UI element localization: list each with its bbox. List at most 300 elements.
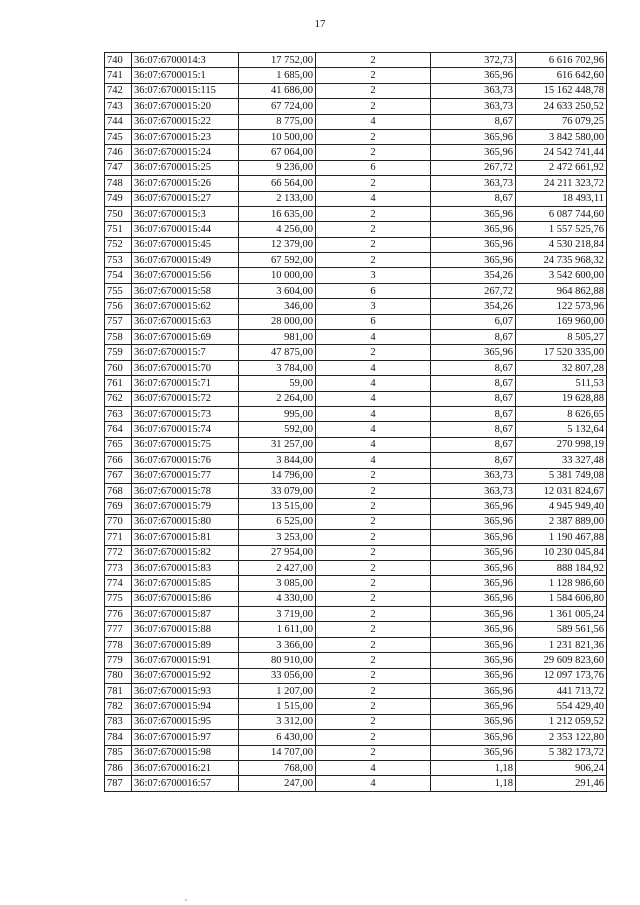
cadastral-number-cell: 36:07:6700015:91 <box>132 653 239 668</box>
specific-value-cell: 8,67 <box>431 422 516 437</box>
group-cell: 2 <box>316 483 431 498</box>
row-number-cell: 754 <box>105 268 132 283</box>
area-cell: 17 752,00 <box>239 53 316 68</box>
table-row <box>105 99 607 114</box>
group-cell: 2 <box>316 699 431 714</box>
row-number-cell: 756 <box>105 299 132 314</box>
cadastral-number-cell: 36:07:6700015:85 <box>132 576 239 591</box>
cadastral-number-cell: 36:07:6700016:21 <box>132 760 239 775</box>
cadastral-number-cell: 36:07:6700015:25 <box>132 160 239 175</box>
cadastral-value-cell: 24 542 741,44 <box>516 145 607 160</box>
table-row <box>105 406 607 421</box>
group-cell: 4 <box>316 453 431 468</box>
group-cell: 2 <box>316 99 431 114</box>
cadastral-value-cell: 5 381 749,08 <box>516 468 607 483</box>
cadastral-number-cell: 36:07:6700015:86 <box>132 591 239 606</box>
group-cell: 2 <box>316 176 431 191</box>
cadastral-value-cell: 888 184,92 <box>516 560 607 575</box>
group-cell: 2 <box>316 514 431 529</box>
row-number-cell: 769 <box>105 499 132 514</box>
group-cell: 2 <box>316 653 431 668</box>
group-cell: 6 <box>316 283 431 298</box>
row-number-cell: 776 <box>105 607 132 622</box>
cadastral-value-cell: 18 493,11 <box>516 191 607 206</box>
page-number: 17 <box>314 18 326 30</box>
specific-value-cell: 365,96 <box>431 699 516 714</box>
area-cell: 10 000,00 <box>239 268 316 283</box>
specific-value-cell: 365,96 <box>431 653 516 668</box>
table-row <box>105 760 607 775</box>
row-number-cell: 760 <box>105 360 132 375</box>
cadastral-number-cell: 36:07:6700015:3 <box>132 206 239 221</box>
table-row <box>105 268 607 283</box>
row-number-cell: 761 <box>105 376 132 391</box>
cadastral-number-cell: 36:07:6700015:97 <box>132 730 239 745</box>
group-cell: 2 <box>316 745 431 760</box>
cadastral-number-cell: 36:07:6700015:24 <box>132 145 239 160</box>
specific-value-cell: 363,73 <box>431 176 516 191</box>
cadastral-value-cell: 24 735 968,32 <box>516 253 607 268</box>
specific-value-cell: 363,73 <box>431 483 516 498</box>
group-cell: 2 <box>316 145 431 160</box>
cadastral-value-cell: 3 542 600,00 <box>516 268 607 283</box>
cadastral-number-cell: 36:07:6700015:20 <box>132 99 239 114</box>
row-number-cell: 778 <box>105 637 132 652</box>
table-row <box>105 129 607 144</box>
cadastral-value-cell: 12 031 824,67 <box>516 483 607 498</box>
table-row <box>105 530 607 545</box>
specific-value-cell: 365,96 <box>431 253 516 268</box>
row-number-cell: 773 <box>105 560 132 575</box>
cadastral-value-cell: 8 505,27 <box>516 330 607 345</box>
table-row <box>105 622 607 637</box>
cadastral-number-cell: 36:07:6700015:81 <box>132 530 239 545</box>
area-cell: 41 686,00 <box>239 83 316 98</box>
cadastral-value-cell: 24 211 323,72 <box>516 176 607 191</box>
cadastral-number-cell: 36:07:6700015:27 <box>132 191 239 206</box>
group-cell: 4 <box>316 437 431 452</box>
row-number-cell: 777 <box>105 622 132 637</box>
group-cell: 4 <box>316 360 431 375</box>
group-cell: 2 <box>316 730 431 745</box>
table-row <box>105 237 607 252</box>
cadastral-value-cell: 6 087 744,60 <box>516 206 607 221</box>
table-row <box>105 560 607 575</box>
table-row <box>105 730 607 745</box>
row-number-cell: 785 <box>105 745 132 760</box>
area-cell: 33 079,00 <box>239 483 316 498</box>
cadastral-number-cell: 36:07:6700015:95 <box>132 714 239 729</box>
specific-value-cell: 354,26 <box>431 268 516 283</box>
area-cell: 67 724,00 <box>239 99 316 114</box>
group-cell: 2 <box>316 668 431 683</box>
group-cell: 3 <box>316 268 431 283</box>
area-cell: 13 515,00 <box>239 499 316 514</box>
cadastral-value-cell: 1 190 467,88 <box>516 530 607 545</box>
cadastral-value-cell: 291,46 <box>516 776 607 791</box>
group-cell: 2 <box>316 622 431 637</box>
row-number-cell: 753 <box>105 253 132 268</box>
cadastral-number-cell: 36:07:6700015:58 <box>132 283 239 298</box>
table-row <box>105 437 607 452</box>
table-row <box>105 422 607 437</box>
specific-value-cell: 365,96 <box>431 607 516 622</box>
cadastral-value-cell: 29 609 823,60 <box>516 653 607 668</box>
area-cell: 3 719,00 <box>239 607 316 622</box>
table-row <box>105 591 607 606</box>
table-row <box>105 114 607 129</box>
cadastral-number-cell: 36:07:6700015:76 <box>132 453 239 468</box>
row-number-cell: 774 <box>105 576 132 591</box>
row-number-cell: 748 <box>105 176 132 191</box>
specific-value-cell: 365,96 <box>431 560 516 575</box>
cadastral-value-cell: 616 642,60 <box>516 68 607 83</box>
row-number-cell: 763 <box>105 406 132 421</box>
group-cell: 6 <box>316 314 431 329</box>
table-row <box>105 283 607 298</box>
area-cell: 66 564,00 <box>239 176 316 191</box>
cadastral-value-cell: 8 626,65 <box>516 406 607 421</box>
specific-value-cell: 365,96 <box>431 622 516 637</box>
specific-value-cell: 363,73 <box>431 83 516 98</box>
table-row <box>105 53 607 68</box>
area-cell: 14 796,00 <box>239 468 316 483</box>
table-row <box>105 668 607 683</box>
cadastral-value-cell: 3 842 580,00 <box>516 129 607 144</box>
area-cell: 10 500,00 <box>239 129 316 144</box>
footer-mark: , <box>185 893 187 902</box>
cadastral-value-cell: 511,53 <box>516 376 607 391</box>
row-number-cell: 758 <box>105 330 132 345</box>
area-cell: 1 515,00 <box>239 699 316 714</box>
specific-value-cell: 365,96 <box>431 145 516 160</box>
group-cell: 2 <box>316 222 431 237</box>
cadastral-value-cell: 12 097 173,76 <box>516 668 607 683</box>
cadastral-value-cell: 4 945 949,40 <box>516 499 607 514</box>
cadastral-number-cell: 36:07:6700015:77 <box>132 468 239 483</box>
cadastral-value-cell: 122 573,96 <box>516 299 607 314</box>
cadastral-number-cell: 36:07:6700015:56 <box>132 268 239 283</box>
cadastral-number-cell: 36:07:6700015:72 <box>132 391 239 406</box>
specific-value-cell: 365,96 <box>431 684 516 699</box>
cadastral-value-cell: 1 128 986,60 <box>516 576 607 591</box>
area-cell: 80 910,00 <box>239 653 316 668</box>
specific-value-cell: 1,18 <box>431 760 516 775</box>
area-cell: 3 784,00 <box>239 360 316 375</box>
table-row <box>105 607 607 622</box>
group-cell: 2 <box>316 560 431 575</box>
row-number-cell: 752 <box>105 237 132 252</box>
area-cell: 2 427,00 <box>239 560 316 575</box>
table-row <box>105 499 607 514</box>
row-number-cell: 786 <box>105 760 132 775</box>
table-row <box>105 637 607 652</box>
specific-value-cell: 365,96 <box>431 237 516 252</box>
cadastral-number-cell: 36:07:6700015:44 <box>132 222 239 237</box>
group-cell: 4 <box>316 376 431 391</box>
group-cell: 2 <box>316 237 431 252</box>
table-row <box>105 145 607 160</box>
cadastral-value-cell: 1 231 821,36 <box>516 637 607 652</box>
cadastral-value-cell: 2 472 661,92 <box>516 160 607 175</box>
cadastral-number-cell: 36:07:6700015:26 <box>132 176 239 191</box>
cadastral-value-cell: 5 132,64 <box>516 422 607 437</box>
row-number-cell: 744 <box>105 114 132 129</box>
area-cell: 3 312,00 <box>239 714 316 729</box>
table-row <box>105 191 607 206</box>
row-number-cell: 759 <box>105 345 132 360</box>
specific-value-cell: 365,96 <box>431 206 516 221</box>
cadastral-value-cell: 1 557 525,76 <box>516 222 607 237</box>
group-cell: 2 <box>316 53 431 68</box>
cadastral-number-cell: 36:07:6700015:94 <box>132 699 239 714</box>
specific-value-cell: 365,96 <box>431 730 516 745</box>
cadastral-number-cell: 36:07:6700015:83 <box>132 560 239 575</box>
cadastral-number-cell: 36:07:6700015:115 <box>132 83 239 98</box>
area-cell: 3 844,00 <box>239 453 316 468</box>
cadastral-value-cell: 1 212 059,52 <box>516 714 607 729</box>
row-number-cell: 747 <box>105 160 132 175</box>
row-number-cell: 764 <box>105 422 132 437</box>
cadastral-value-cell: 17 520 335,00 <box>516 345 607 360</box>
row-number-cell: 772 <box>105 545 132 560</box>
area-cell: 768,00 <box>239 760 316 775</box>
area-cell: 4 256,00 <box>239 222 316 237</box>
specific-value-cell: 365,96 <box>431 576 516 591</box>
cadastral-number-cell: 36:07:6700015:82 <box>132 545 239 560</box>
table-row <box>105 222 607 237</box>
cadastral-number-cell: 36:07:6700015:62 <box>132 299 239 314</box>
cadastral-number-cell: 36:07:6700015:45 <box>132 237 239 252</box>
specific-value-cell: 6,07 <box>431 314 516 329</box>
cadastral-value-cell: 19 628,88 <box>516 391 607 406</box>
specific-value-cell: 365,96 <box>431 499 516 514</box>
table-row <box>105 468 607 483</box>
cadastral-value-cell: 1 361 005,24 <box>516 607 607 622</box>
table-row <box>105 345 607 360</box>
table-body <box>105 53 607 792</box>
cadastral-number-cell: 36:07:6700015:71 <box>132 376 239 391</box>
group-cell: 4 <box>316 406 431 421</box>
cadastral-value-cell: 32 807,28 <box>516 360 607 375</box>
cadastral-number-cell: 36:07:6700015:79 <box>132 499 239 514</box>
specific-value-cell: 8,67 <box>431 453 516 468</box>
area-cell: 8 775,00 <box>239 114 316 129</box>
row-number-cell: 767 <box>105 468 132 483</box>
specific-value-cell: 8,67 <box>431 376 516 391</box>
area-cell: 3 253,00 <box>239 530 316 545</box>
cadastral-value-cell: 906,24 <box>516 760 607 775</box>
area-cell: 27 954,00 <box>239 545 316 560</box>
specific-value-cell: 8,67 <box>431 330 516 345</box>
cadastral-value-cell: 2 387 889,00 <box>516 514 607 529</box>
table-row <box>105 68 607 83</box>
group-cell: 2 <box>316 68 431 83</box>
row-number-cell: 779 <box>105 653 132 668</box>
cadastral-value-cell: 270 998,19 <box>516 437 607 452</box>
specific-value-cell: 8,67 <box>431 191 516 206</box>
cadastral-value-cell: 15 162 448,78 <box>516 83 607 98</box>
cadastral-value-table <box>104 52 607 792</box>
cadastral-number-cell: 36:07:6700015:80 <box>132 514 239 529</box>
group-cell: 4 <box>316 330 431 345</box>
table-row <box>105 653 607 668</box>
specific-value-cell: 8,67 <box>431 391 516 406</box>
cadastral-number-cell: 36:07:6700016:57 <box>132 776 239 791</box>
table-row <box>105 330 607 345</box>
cadastral-value-cell: 964 862,88 <box>516 283 607 298</box>
cadastral-value-cell: 441 713,72 <box>516 684 607 699</box>
specific-value-cell: 363,73 <box>431 468 516 483</box>
area-cell: 2 133,00 <box>239 191 316 206</box>
cadastral-number-cell: 36:07:6700015:70 <box>132 360 239 375</box>
cadastral-number-cell: 36:07:6700015:74 <box>132 422 239 437</box>
area-cell: 1 611,00 <box>239 622 316 637</box>
row-number-cell: 745 <box>105 129 132 144</box>
specific-value-cell: 365,96 <box>431 345 516 360</box>
cadastral-value-cell: 24 633 250,52 <box>516 99 607 114</box>
cadastral-value-cell: 5 382 173,72 <box>516 745 607 760</box>
area-cell: 995,00 <box>239 406 316 421</box>
cadastral-number-cell: 36:07:6700015:78 <box>132 483 239 498</box>
row-number-cell: 742 <box>105 83 132 98</box>
cadastral-number-cell: 36:07:6700014:3 <box>132 53 239 68</box>
row-number-cell: 775 <box>105 591 132 606</box>
table-row <box>105 699 607 714</box>
specific-value-cell: 365,96 <box>431 591 516 606</box>
row-number-cell: 755 <box>105 283 132 298</box>
area-cell: 592,00 <box>239 422 316 437</box>
group-cell: 2 <box>316 684 431 699</box>
area-cell: 3 604,00 <box>239 283 316 298</box>
area-cell: 67 592,00 <box>239 253 316 268</box>
row-number-cell: 787 <box>105 776 132 791</box>
group-cell: 2 <box>316 591 431 606</box>
specific-value-cell: 365,96 <box>431 222 516 237</box>
cadastral-number-cell: 36:07:6700015:92 <box>132 668 239 683</box>
group-cell: 4 <box>316 114 431 129</box>
row-number-cell: 766 <box>105 453 132 468</box>
specific-value-cell: 365,96 <box>431 668 516 683</box>
area-cell: 247,00 <box>239 776 316 791</box>
row-number-cell: 749 <box>105 191 132 206</box>
area-cell: 3 085,00 <box>239 576 316 591</box>
table-row <box>105 453 607 468</box>
specific-value-cell: 8,67 <box>431 437 516 452</box>
table-row <box>105 714 607 729</box>
row-number-cell: 770 <box>105 514 132 529</box>
row-number-cell: 782 <box>105 699 132 714</box>
specific-value-cell: 8,67 <box>431 360 516 375</box>
cadastral-number-cell: 36:07:6700015:69 <box>132 330 239 345</box>
table-row <box>105 314 607 329</box>
specific-value-cell: 365,96 <box>431 637 516 652</box>
table-row <box>105 253 607 268</box>
group-cell: 2 <box>316 530 431 545</box>
cadastral-value-cell: 2 353 122,80 <box>516 730 607 745</box>
cadastral-value-cell: 1 584 606,80 <box>516 591 607 606</box>
cadastral-number-cell: 36:07:6700015:87 <box>132 607 239 622</box>
cadastral-value-cell: 10 230 045,84 <box>516 545 607 560</box>
cadastral-number-cell: 36:07:6700015:7 <box>132 345 239 360</box>
area-cell: 2 264,00 <box>239 391 316 406</box>
group-cell: 4 <box>316 191 431 206</box>
row-number-cell: 768 <box>105 483 132 498</box>
area-cell: 346,00 <box>239 299 316 314</box>
area-cell: 31 257,00 <box>239 437 316 452</box>
specific-value-cell: 365,96 <box>431 129 516 144</box>
group-cell: 6 <box>316 160 431 175</box>
cadastral-number-cell: 36:07:6700015:89 <box>132 637 239 652</box>
row-number-cell: 757 <box>105 314 132 329</box>
area-cell: 1 207,00 <box>239 684 316 699</box>
area-cell: 14 707,00 <box>239 745 316 760</box>
area-cell: 4 330,00 <box>239 591 316 606</box>
area-cell: 67 064,00 <box>239 145 316 160</box>
area-cell: 6 430,00 <box>239 730 316 745</box>
specific-value-cell: 365,96 <box>431 714 516 729</box>
table-row <box>105 576 607 591</box>
area-cell: 9 236,00 <box>239 160 316 175</box>
specific-value-cell: 8,67 <box>431 406 516 421</box>
group-cell: 2 <box>316 499 431 514</box>
row-number-cell: 781 <box>105 684 132 699</box>
group-cell: 2 <box>316 607 431 622</box>
table-row <box>105 776 607 791</box>
specific-value-cell: 363,73 <box>431 99 516 114</box>
row-number-cell: 762 <box>105 391 132 406</box>
row-number-cell: 765 <box>105 437 132 452</box>
table-row <box>105 299 607 314</box>
table-row <box>105 160 607 175</box>
table-row <box>105 514 607 529</box>
specific-value-cell: 365,96 <box>431 745 516 760</box>
cadastral-number-cell: 36:07:6700015:98 <box>132 745 239 760</box>
cadastral-value-cell: 76 079,25 <box>516 114 607 129</box>
group-cell: 4 <box>316 391 431 406</box>
table-row <box>105 360 607 375</box>
group-cell: 2 <box>316 253 431 268</box>
group-cell: 4 <box>316 760 431 775</box>
cadastral-number-cell: 36:07:6700015:22 <box>132 114 239 129</box>
table-row <box>105 176 607 191</box>
table-row <box>105 483 607 498</box>
area-cell: 47 875,00 <box>239 345 316 360</box>
cadastral-number-cell: 36:07:6700015:63 <box>132 314 239 329</box>
cadastral-number-cell: 36:07:6700015:49 <box>132 253 239 268</box>
specific-value-cell: 365,96 <box>431 545 516 560</box>
area-cell: 33 056,00 <box>239 668 316 683</box>
specific-value-cell: 365,96 <box>431 514 516 529</box>
group-cell: 2 <box>316 468 431 483</box>
cadastral-value-cell: 6 616 702,96 <box>516 53 607 68</box>
cadastral-value-cell: 169 960,00 <box>516 314 607 329</box>
area-cell: 12 379,00 <box>239 237 316 252</box>
specific-value-cell: 267,72 <box>431 283 516 298</box>
group-cell: 2 <box>316 576 431 591</box>
table-row <box>105 83 607 98</box>
row-number-cell: 740 <box>105 53 132 68</box>
cadastral-number-cell: 36:07:6700015:1 <box>132 68 239 83</box>
cadastral-value-cell: 4 530 218,84 <box>516 237 607 252</box>
group-cell: 3 <box>316 299 431 314</box>
row-number-cell: 741 <box>105 68 132 83</box>
area-cell: 28 000,00 <box>239 314 316 329</box>
specific-value-cell: 365,96 <box>431 68 516 83</box>
cadastral-number-cell: 36:07:6700015:88 <box>132 622 239 637</box>
area-cell: 1 685,00 <box>239 68 316 83</box>
cadastral-number-cell: 36:07:6700015:75 <box>132 437 239 452</box>
